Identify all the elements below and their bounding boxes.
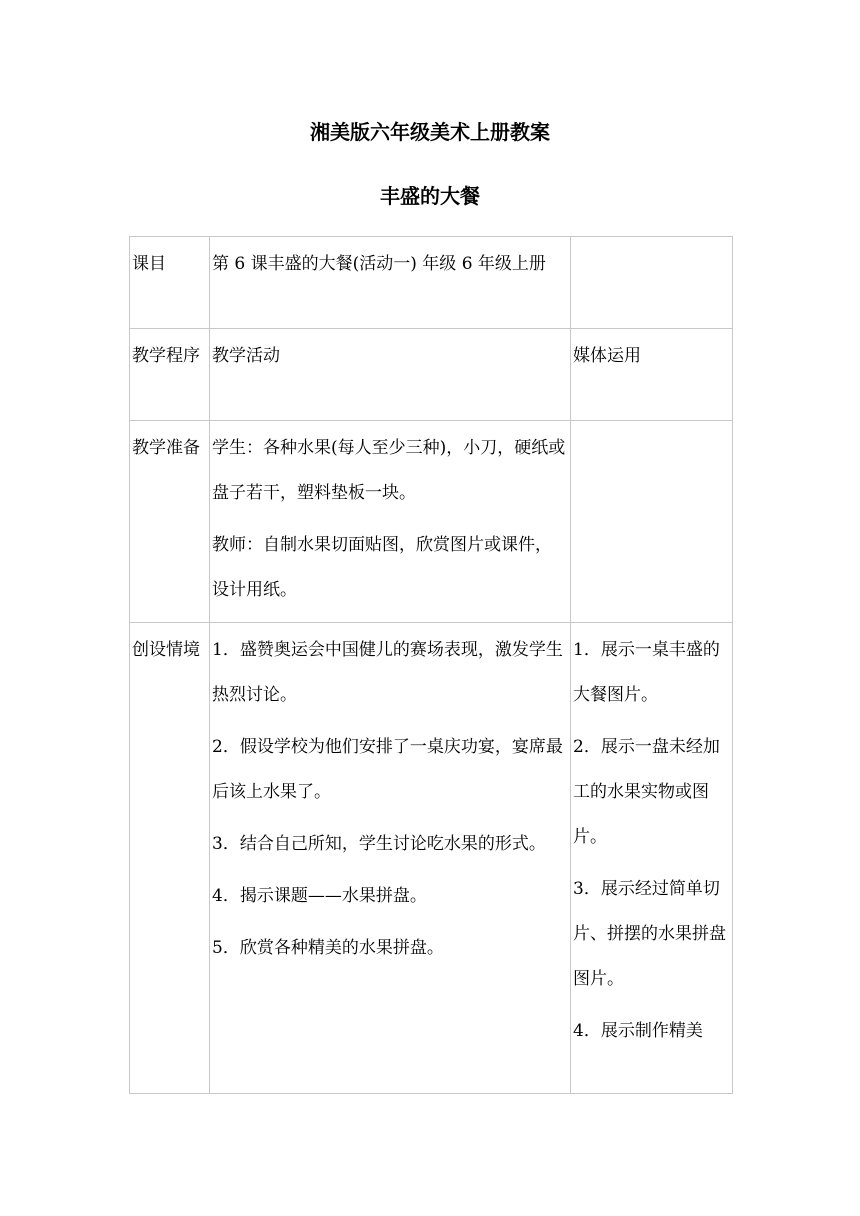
content-paragraph: 3．结合自己所知，学生讨论吃水果的形式。: [212, 834, 546, 854]
row-label: 教学准备: [130, 421, 210, 623]
content-paragraph: 学生：各种水果(每人至少三种)，小刀，硬纸或盘子若干，塑料垫板一块。: [212, 438, 566, 503]
table-row: [130, 623, 733, 1094]
row-content: [210, 329, 571, 421]
content-paragraph: 第 6 课丰盛的大餐(活动一) 年级 6 年级上册: [212, 254, 546, 274]
media-paragraph: 3．展示经过简单切片、拼摆的水果拼盘图片。: [573, 879, 726, 989]
media-paragraph: 媒体运用: [573, 346, 641, 366]
content-paragraph: 2．假设学校为他们安排了一桌庆功宴，宴席最后该上水果了。: [212, 737, 563, 802]
table-row: [130, 329, 733, 421]
content-paragraph: 5．欣赏各种精美的水果拼盘。: [212, 938, 444, 958]
document-title: 湘美版六年级美术上册教案: [310, 120, 550, 144]
row-label: 教学程序: [130, 329, 210, 421]
content-paragraph: 4．揭示课题——水果拼盘。: [212, 886, 427, 906]
media-paragraph: 2．展示一盘未经加工的水果实物或图片。: [573, 737, 720, 847]
lesson-plan-table: [129, 236, 733, 1094]
document-subtitle: 丰盛的大餐: [380, 184, 480, 208]
row-content: [210, 421, 571, 623]
row-media: [571, 623, 733, 1094]
row-label: 创设情境: [130, 623, 210, 1094]
table-row: [130, 237, 733, 329]
content-paragraph: 1．盛赞奥运会中国健儿的赛场表现，激发学生热烈讨论。: [212, 640, 563, 705]
row-media: [571, 421, 733, 623]
row-media: [571, 237, 733, 329]
content-paragraph: 教师：自制水果切面贴图，欣赏图片或课件，设计用纸。: [212, 535, 552, 600]
media-paragraph: 1．展示一桌丰盛的大餐图片。: [573, 640, 720, 705]
table-row: [130, 421, 733, 623]
row-media: [571, 329, 733, 421]
content-paragraph: 教学活动: [212, 346, 280, 366]
row-content: [210, 623, 571, 1094]
row-label: 课目: [130, 237, 210, 329]
media-paragraph: 4．展示制作精美: [573, 1021, 703, 1041]
row-content: [210, 237, 571, 329]
